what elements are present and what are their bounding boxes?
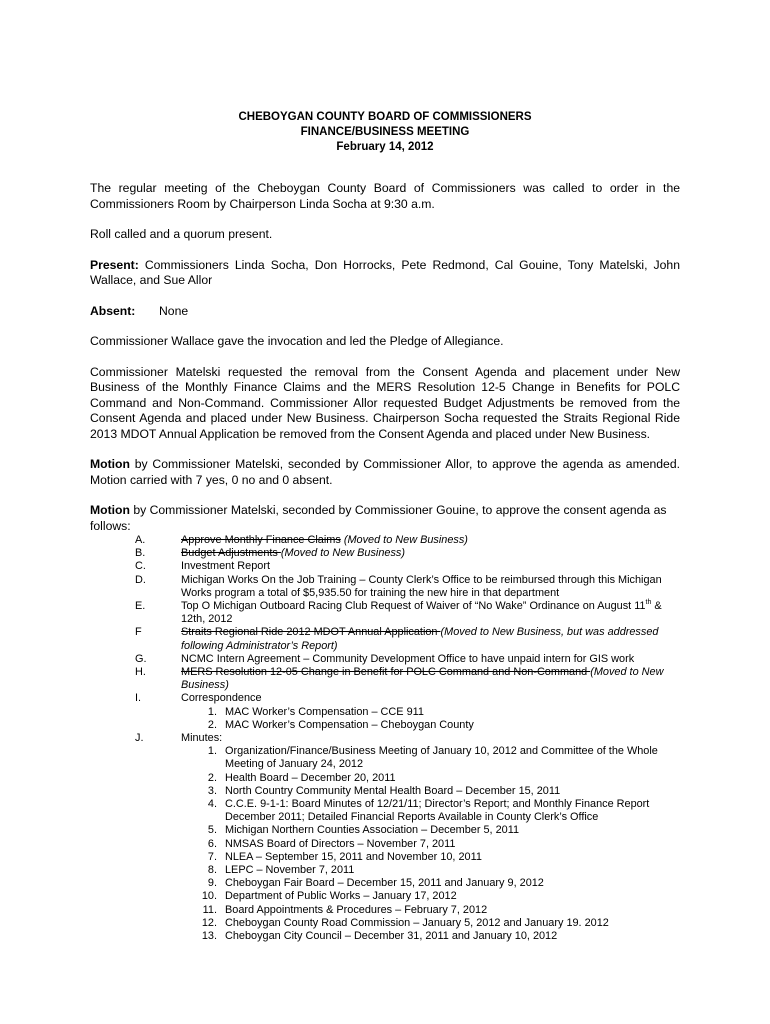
removal-paragraph: Commissioner Matelski requested the removal from the Consent Agenda and placement under New Business of the Monthly Finance Claims and the MERS Resolution 12-5 Change in Benefits for POLC Command and Non-Command. Commissioner Allor requested Budget Adjustments be removed from the Consent Agenda and placed under New Business. Chairperson Socha requested the Straits Regional Ride 2013 MDOT Annual Application be removed from the Consent Agenda and placed under New Business. [90,364,680,441]
list-item-number: 10. [201,890,217,903]
motion-text: by Commissioner Matelski, seconded by Commissioner Gouine, to approve the consent agenda as follows: [90,503,667,533]
list-item-text: LEPC – November 7, 2011 [225,864,355,877]
agenda-item-a [90,534,680,547]
correspondence-list [181,706,680,732]
present-text: Commissioners Linda Socha, Don Horrocks, Pete Redmond, Cal Gouine, Tony Matelski, John Wallace, and Sue Allor [90,257,680,287]
list-item-number: 5. [207,824,217,837]
item-text: Investment Report [181,560,270,573]
list-item [181,864,680,877]
list-item-number: 3. [207,784,217,797]
list-item-text: NMSAS Board of Directors – November 7, 2011 [225,837,456,850]
list-item-text: Cheboygan City Council – December 31, 2011 and January 10, 2012 [225,930,558,943]
item-note: (Moved to New Business) [280,547,405,560]
item-letter: C. [135,560,146,573]
list-item-text: NLEA – September 15, 2011 and November 10, 2011 [225,850,482,863]
consent-agenda-list [90,534,680,943]
list-item-number: 6. [207,837,217,850]
list-item [181,904,680,917]
item-letter: I. [135,692,142,705]
agenda-item-f [90,626,680,652]
meeting-date: February 14, 2012 [336,141,434,153]
list-item-text: North Country Community Mental Health Board – December 15, 2011 [225,784,561,797]
list-item-number: 7. [207,850,217,863]
item-note: (Moved to New Business) [340,534,468,546]
list-item [181,785,680,798]
motion-label: Motion [90,503,130,517]
list-item-number: 11. [202,903,217,916]
list-item [181,838,680,851]
agenda-item-b [90,547,680,560]
motion-label: Motion [90,457,130,471]
list-item-number: 1. [207,705,217,718]
item-letter: G. [135,652,147,665]
motion-agenda-paragraph [90,457,680,488]
list-item-number: 8. [207,864,217,877]
struck-text: Approve Monthly Finance Claims [181,534,341,546]
item-text: & 12th, 2012 [181,600,662,626]
list-item [181,719,680,732]
item-letter: F [135,626,142,639]
list-item-number: 2. [207,718,217,731]
absent-text: None [159,303,189,318]
list-item-text: Department of Public Works – January 17, 2012 [225,890,457,903]
agenda-item-e [90,600,680,626]
item-letter: E. [135,600,146,613]
list-item [181,798,680,824]
absent-row [90,304,680,320]
list-item [181,745,680,771]
agenda-item-g [90,653,680,666]
list-item-text: Health Board – December 20, 2011 [225,771,396,784]
agenda-item-j [90,732,680,943]
item-letter: D. [135,573,146,586]
motion-text: by Commissioner Matelski, seconded by Commissioner Allor, to approve the agenda as amended. Motion carried with 7 yes, 0 no and 0 absent. [90,457,680,487]
invocation-paragraph: Commissioner Wallace gave the invocation and led the Pledge of Allegiance. [90,334,504,348]
list-item [181,851,680,864]
minutes-list [181,745,680,943]
absent-label: Absent: [90,303,136,318]
item-text: Top O Michigan Outboard Racing Club Request of Waiver of “No Wake” Ordinance on August 11 [181,600,646,613]
struck-text: MERS Resolution 12-05 Change in Benefit for POLC Command and Non-Command [181,666,591,679]
item-text: Correspondence [181,692,262,705]
list-item-text: Cheboygan County Road Commission – January 5, 2012 and January 19. 2012 [225,916,609,929]
item-note: (Moved to New Business, but was addressed following Administrator’s Report) [181,626,659,652]
list-item-text: Board Appointments & Procedures – February 7, 2012 [225,903,488,916]
meeting-title: FINANCE/BUSINESS MEETING [300,126,470,138]
list-item-text: Organization/Finance/Business Meeting of January 10, 2012 and Committee of the Whole Meeting of January 24, 2012 [225,745,658,771]
ordinal-suffix: th [645,599,652,607]
list-item-number: 1. [207,745,217,758]
intro-paragraph: The regular meeting of the Cheboygan County Board of Commissioners was called to order in the Commissioners Room by Chairperson Linda Socha at 9:30 a.m. [90,181,680,211]
agenda-item-d [90,574,680,600]
motion-consent-paragraph [90,503,680,534]
struck-text: Straits Regional Ride 2012 MDOT Annual Application [181,626,441,639]
list-item [181,890,680,903]
present-label: Present: [90,257,139,272]
roll-call-paragraph: Roll called and a quorum present. [90,227,273,241]
list-item [181,917,680,930]
list-item-number: 2. [207,771,217,784]
list-item-number: 13. [201,930,217,943]
list-item [181,877,680,890]
list-item [181,930,680,943]
agenda-item-c [90,560,680,573]
board-title: CHEBOYGAN COUNTY BOARD OF COMMISSIONERS [238,111,532,123]
item-text: Minutes: [181,732,223,745]
list-item [181,824,680,837]
present-paragraph [90,258,680,289]
agenda-item-i [90,692,680,732]
list-item [181,706,680,719]
agenda-item-h [90,666,680,692]
item-letter: A. [135,534,146,546]
item-note: (Moved to New Business) [181,666,664,692]
list-item-number: 9. [207,877,217,890]
item-letter: J. [135,732,144,745]
item-letter: H. [135,666,146,679]
list-item-number: 4. [207,798,217,811]
struck-text: Budget Adjustments [181,547,281,560]
item-text: Michigan Works On the Job Training – County Clerk’s Office to be reimbursed through this Michigan Works program a total of $5,935.50 for training the new hire in that department [181,573,662,599]
list-item-text: MAC Worker’s Compensation – Cheboygan County [225,718,474,731]
list-item-text: C.C.E. 9-1-1: Board Minutes of 12/21/11; Director’s Report; and Monthly Finance Report December 2011; Detailed Financial Reports Available in County Clerk’s Office [225,798,650,824]
item-text: NCMC Intern Agreement – Community Development Office to have unpaid intern for GIS work [181,652,635,665]
list-item-text: Cheboygan Fair Board – December 15, 2011 and January 9, 2012 [225,877,544,890]
list-item-text: Michigan Northern Counties Association – December 5, 2011 [225,824,520,837]
item-letter: B. [135,547,146,560]
list-item-number: 12. [201,916,217,929]
list-item [181,772,680,785]
list-item-text: MAC Worker’s Compensation – CCE 911 [225,705,424,718]
